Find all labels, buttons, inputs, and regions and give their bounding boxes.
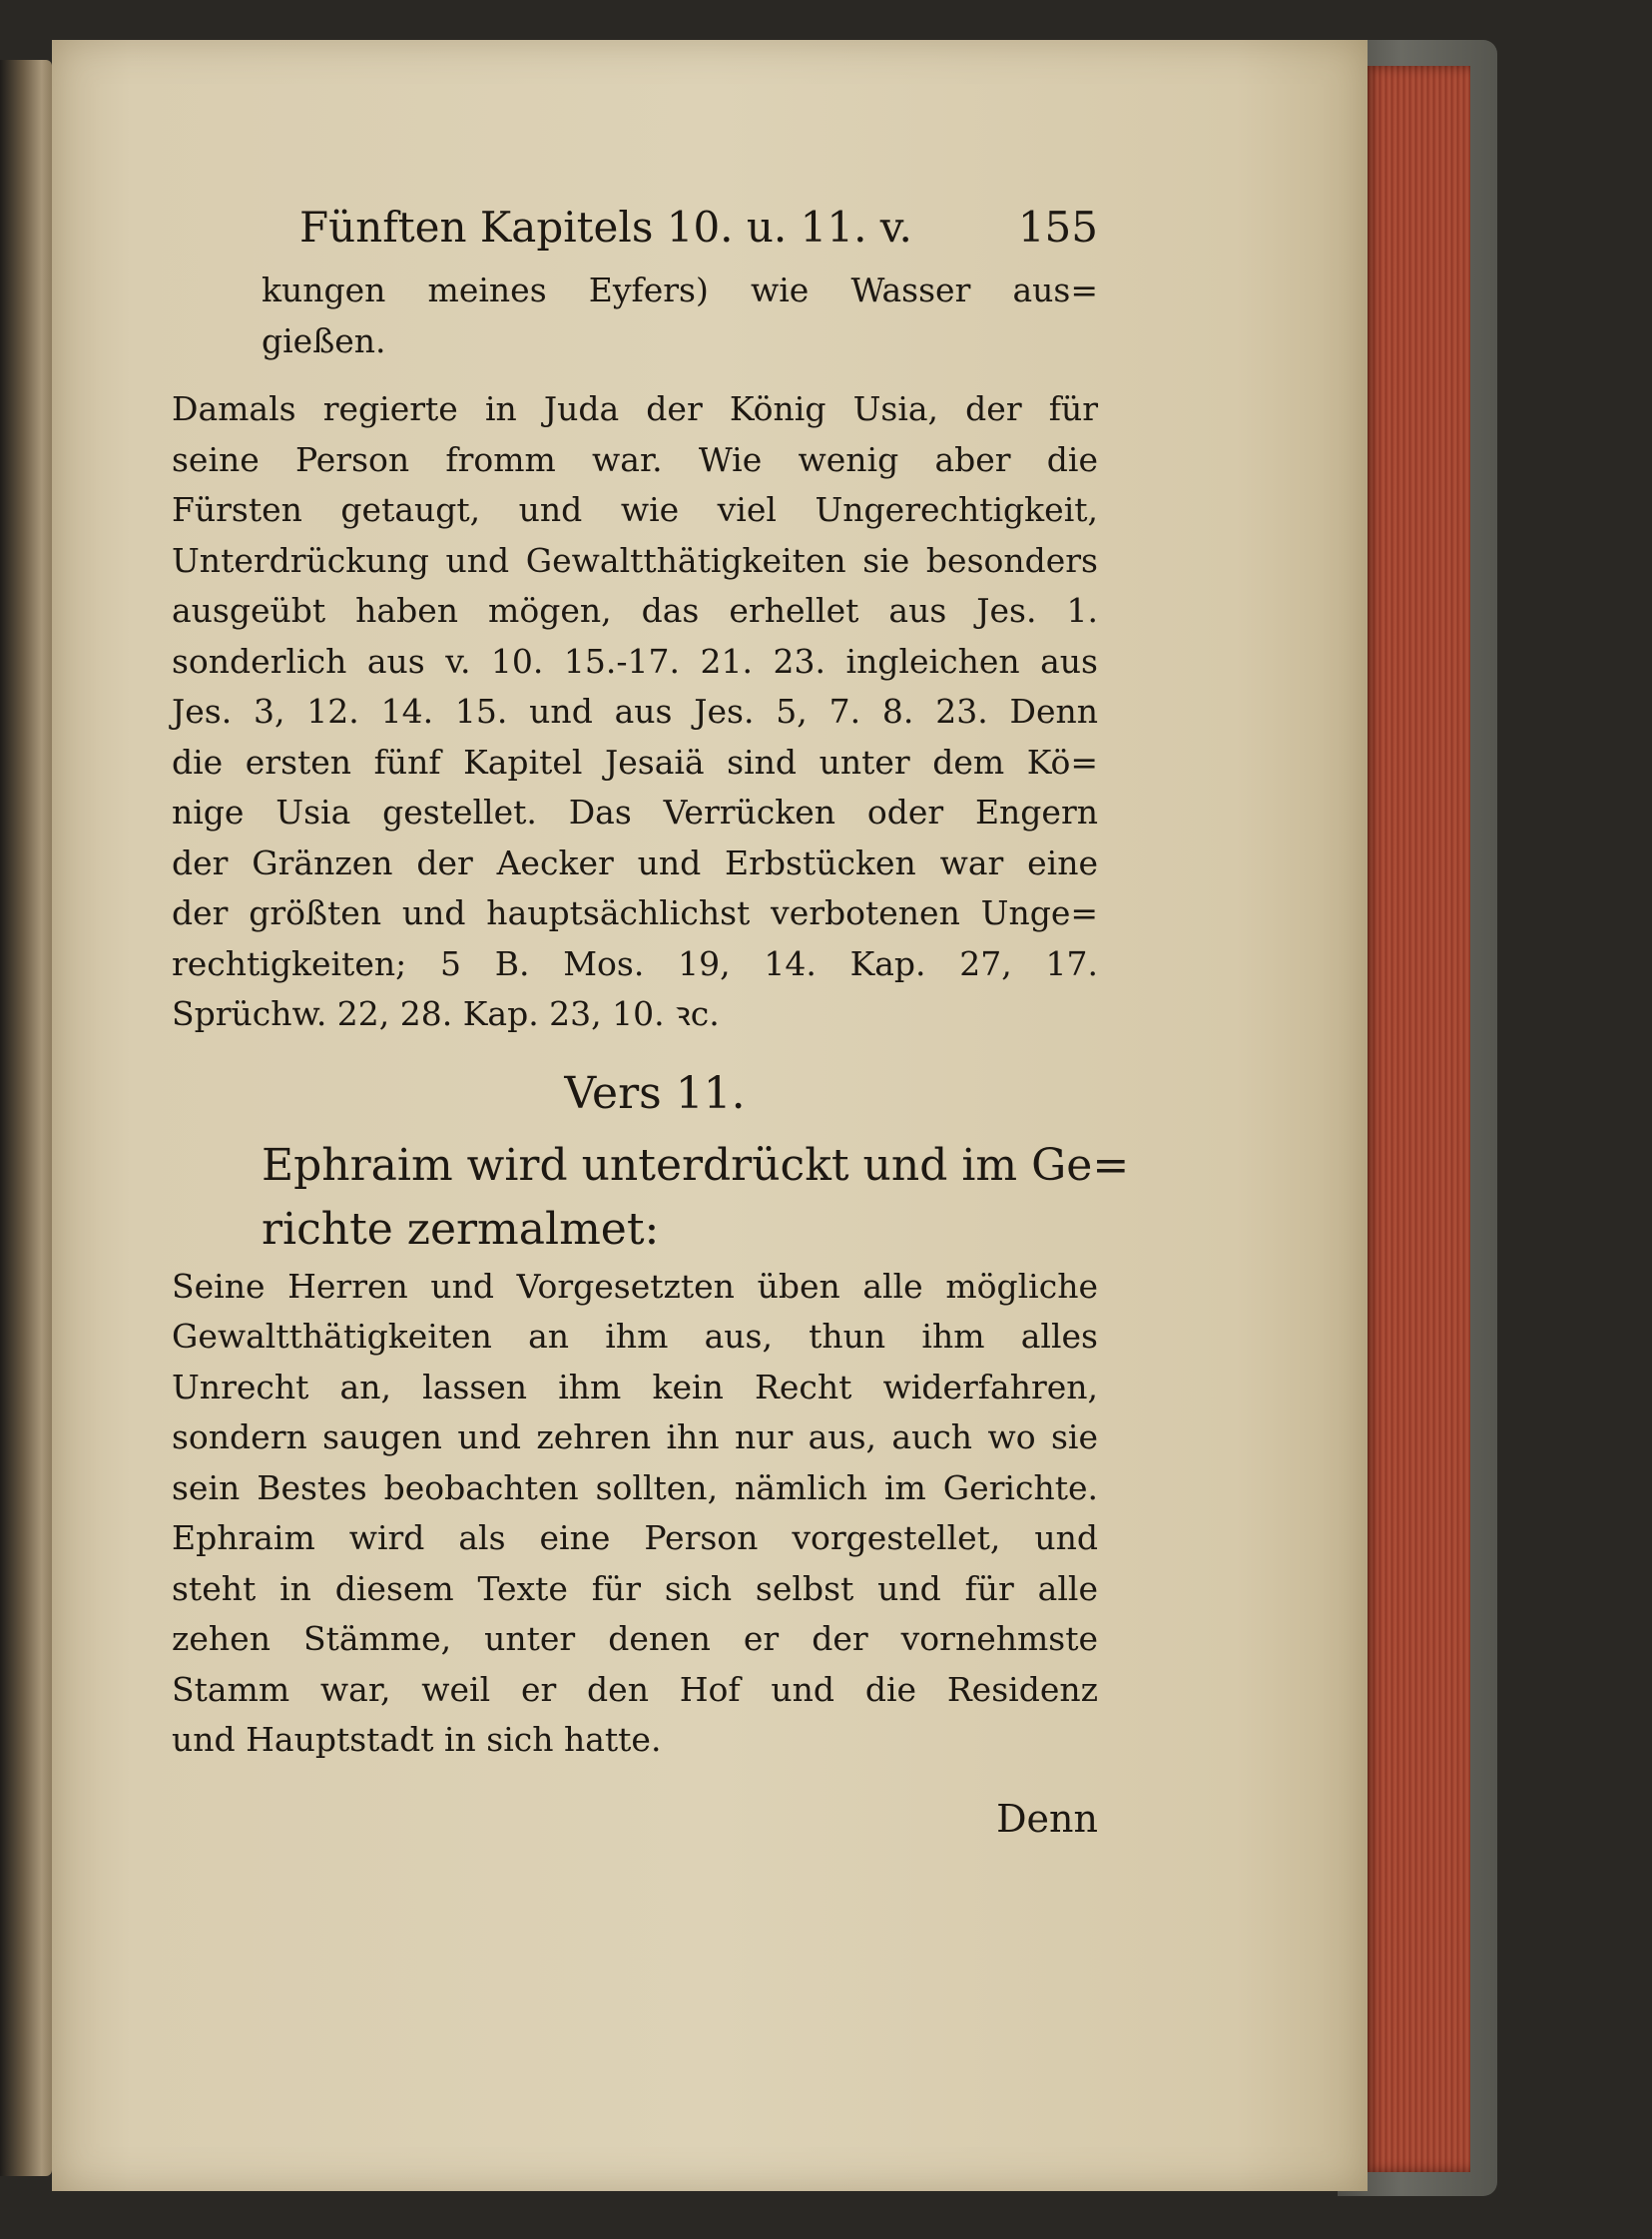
text-line: ausgeübt haben mögen, das erhellet aus Jes. 1. — [172, 591, 1098, 630]
text-line: Sprüchw. 22, 28. Kap. 23, 10. ꝛc. — [172, 994, 720, 1033]
verse-line: Ephraim wird unterdrückt und im Ge= — [262, 1139, 1130, 1191]
commentary-line: Ephraim wird als eine Person vorgestellet, und — [172, 1518, 1098, 1557]
text-line: nige Usia gestellet. Das Verrücken oder Engern — [172, 793, 1098, 832]
page-text — [172, 190, 1130, 1854]
verse-heading: Vers 11. — [564, 1067, 746, 1119]
text-line: die ersten fünf Kapitel Jesaiä sind unter dem Kö= — [172, 742, 1098, 782]
page-number: 155 — [1017, 203, 1098, 252]
verse-line: richte zermalmet: — [262, 1203, 660, 1255]
commentary-line: Unrecht an, lassen ihm kein Recht widerfahren, — [172, 1367, 1098, 1406]
commentary-line: und Hauptstadt in sich hatte. — [172, 1720, 662, 1759]
running-title: Fünften Kapitels 10. u. 11. v. — [299, 203, 912, 252]
catchword: Denn — [996, 1796, 1098, 1841]
commentary-line: Seine Herren und Vorgesetzten üben alle mögliche — [172, 1266, 1098, 1306]
text-line: sonderlich aus v. 10. 15.-17. 21. 23. ingleichen aus — [172, 641, 1098, 681]
text-line: Fürsten getaugt, und wie viel Ungerechtigkeit, — [172, 490, 1098, 529]
text-line: kungen meines Eyfers) wie Wasser aus= — [262, 271, 1098, 309]
text-line: rechtigkeiten; 5 B. Mos. 19, 14. Kap. 27, 17. — [172, 943, 1098, 983]
text-line: Jes. 3, 12. 14. 15. und aus Jes. 5, 7. 8. 23. Denn — [172, 692, 1098, 731]
text-line: der größten und hauptsächlichst verbotenen Unge= — [172, 893, 1098, 932]
page-fore-edge — [1360, 66, 1470, 2172]
text-line: Unterdrückung und Gewaltthätigkeiten sie besonders — [172, 540, 1098, 580]
commentary-line: sein Bestes beobachten sollten, nämlich im Gerichte. — [172, 1467, 1098, 1507]
text-line: seine Person fromm war. Wie wenig aber die — [172, 439, 1098, 479]
text-line: gießen. — [262, 320, 386, 360]
commentary-line: steht in diesem Texte für sich selbst und für alle — [172, 1568, 1098, 1608]
text-line: Damals regierte in Juda der König Usia, der für — [172, 389, 1098, 428]
commentary-line: zehen Stämme, unter denen er der vornehmste — [172, 1619, 1098, 1658]
running-header — [172, 190, 1098, 266]
commentary-line: sondern saugen und zehren ihn nur aus, auch wo sie — [172, 1417, 1098, 1456]
commentary-line: Stamm war, weil er den Hof und die Residenz — [172, 1669, 1098, 1709]
previous-page-edge — [0, 60, 52, 2176]
commentary-line: Gewaltthätigkeiten an ihm aus, thun ihm alles — [172, 1317, 1098, 1356]
text-line: der Gränzen der Aecker und Erbstücken war eine — [172, 842, 1098, 882]
